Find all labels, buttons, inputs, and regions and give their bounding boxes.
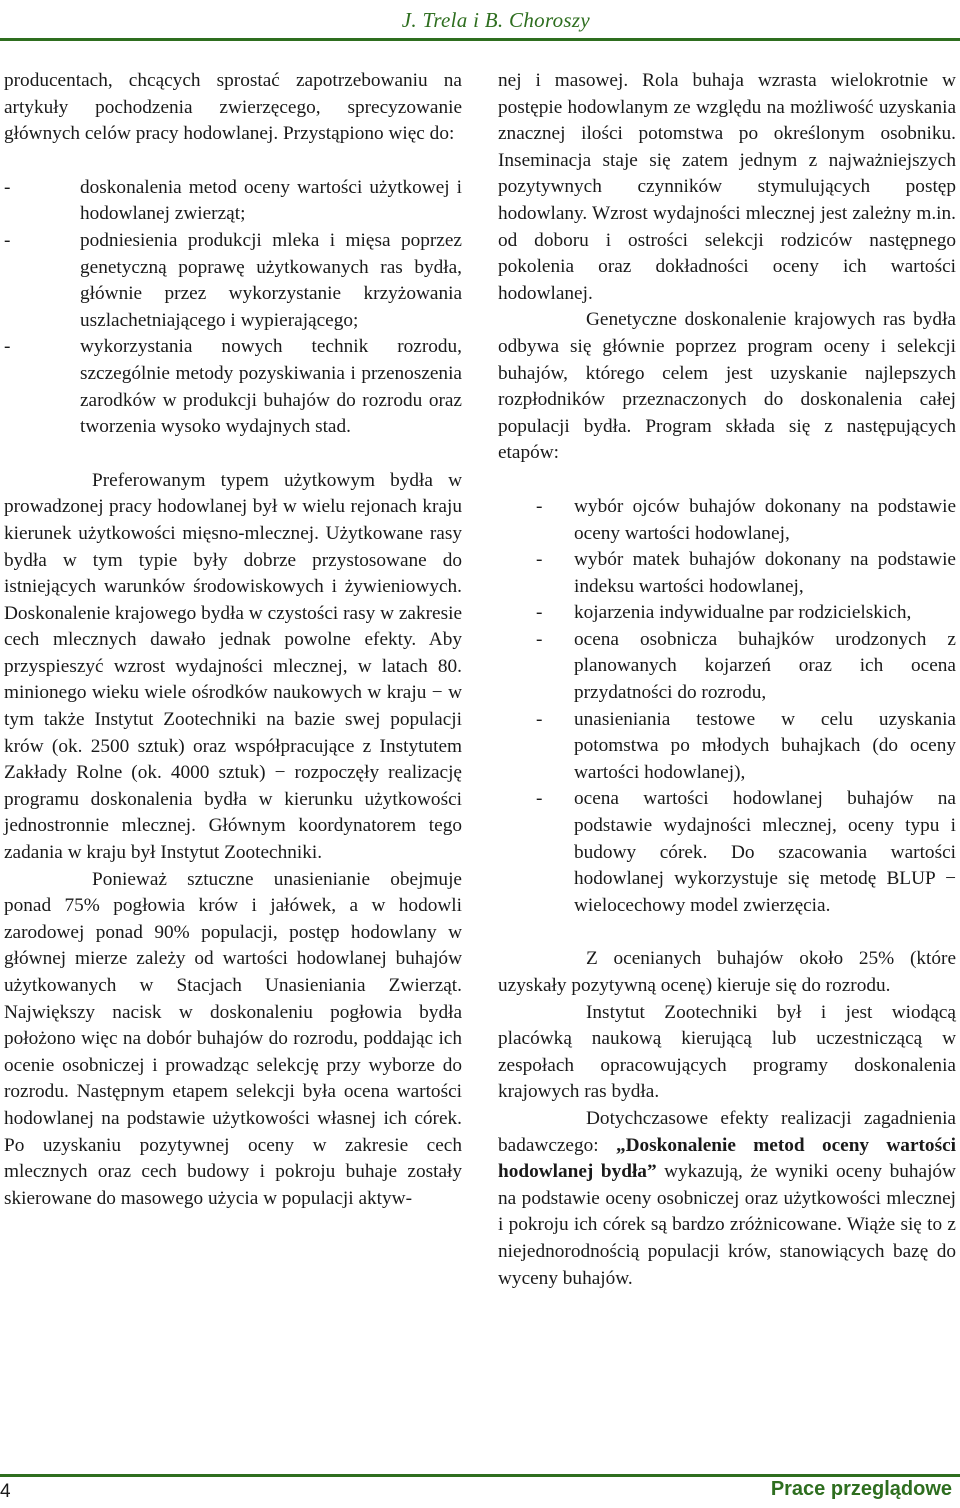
list-item: - wykorzystania nowych technik rozrodu, szczególnie metody pozyskiwania i przenoszenia zarodków w produkcji buhajów do rozrodu oraz tworzenia wysoko wydajnych stad. [4,334,462,440]
section-label: Prace przeglądowe [770,1478,952,1500]
left-text-column [4,68,462,1212]
body-paragraph: nej i masowej. Rola buhaja wzrasta wielokrotnie w postępie hodowlanym ze względu na możliwość uzyskania znacznej ilości potomstwa po określonym osobniku. Inseminacja staje się zatem jednym z najważniejszych pozytywnych czynników stymulujących postęp hodowlany. Wzrost wydajności mlecznej jest zależny m.in. od doboru i ostrości selekcji rodziców następnego pokolenia oraz dokładności oceny ich wartości hodowlanej. [498,70,956,304]
right-text-column [498,68,956,1292]
list-item: - ocena wartości hodowlanej buhajów na podstawie wydajności mlecznej, oceny typu i budowy córek. Do szacowania wartości hodowlanej wykorzystuje się metodę BLUP − wielocechowy model zwierzęcia. [498,786,956,919]
list-item: - wybór ojców buhajów dokonany na podstawie oceny wartości hodowlanej, [498,494,956,547]
list-item: - doskonalenia metod oceny wartości użytkowej i hodowlanej zwierząt; [4,175,462,228]
paragraph-text: wykazują, że wyniki oceny buhajów na podstawie oceny osobniczej oraz użytkowości mlecznej i pokroju ich córek są bardzo zróżnicowane. Wiąże się to z niejednorodnością populacji krów, stanowiących bazę do wyceny buhajów. [498,1161,956,1289]
body-paragraph: Genetyczne doskonalenie krajowych ras bydła odbywa się głównie poprzez program oceny i selekcji buhajów, którego celem jest uzyskanie najlepszych rozpłodników przeznaczonych do doskonalenia całej populacji bydła. Program składa się z następujących etapów: [498,309,956,464]
list-item: - ocena osobnicza buhajków urodzonych z planowanych kojarzeń oraz ich ocena przydatności do rozrodu, [498,627,956,707]
header-divider [0,38,960,41]
list-item: - kojarzenia indywidualne par rodzicielskich, [498,600,956,627]
list-item: - unasieniania testowe w celu uzyskania potomstwa po młodych buhajkach (do oceny wartości hodowlanej), [498,707,956,787]
list-item: - podniesienia produkcji mleka i mięsa poprzez genetyczną poprawę użytkowanych ras bydła, głównie przez wykorzystanie krzyżowania uszlachetniającego i wypierającego; [4,228,462,334]
body-paragraph: Instytut Zootechniki był i jest wiodącą placówką naukową kierującą lub uczestniczącą w zespołach opracowujących programy doskonalenia krajowych ras bydła. [498,1001,956,1103]
running-header-author: J. Trela i B. Choroszy [401,8,590,32]
intro-paragraph: producentach, chcących sprostać zapotrzebowaniu na artykuły pochodzenia zwierzęcego, sprecyzowanie głównych celów pracy hodowlanej. Przystąpiono więc do: [4,70,462,145]
body-paragraph: Ponieważ sztuczne unasienianie obejmuje ponad 75% pogłowia krów i jałówek, a w hodowli zarodowej ponad 90% populacji, postęp hodowlany w głównej mierze zależy od wartości hodowlanej buhajów użytkowanych w Stacjach Unasieniania Zwierząt. Największy nacisk w doskonaleniu pogłowia bydła położono więc na dobór buhajów do rozrodu, poddając ich ocenie osobniczej i prowadząc selekcję przy wyborze do rozrodu. Następnym etapem selekcji była ocena wartości hodowlanej na podstawie użytkowości własnej ich córek. Po uzyskaniu pozytywnej oceny w zakresie cech mlecznych oraz cech budowy i pokroju buhaje zostały skierowane do masowego użycia w populacji aktyw- [4,868,462,1209]
project-title: „Doskonalenie metod oceny wartości hodowlanej bydła” [498,1134,956,1183]
list-item: - wybór matek buhajów dokonany na podstawie indeksu wartości hodowlanej, [498,547,956,600]
page-number: 4 [0,1481,11,1502]
body-paragraph [498,1106,956,1292]
body-paragraph: Z ocenianych buhajów około 25% (które uzyskały pozytywną ocenę) kieruje się do rozrodu. [498,948,956,996]
paragraph-text: Dotychczasowe efekty realizacji zagadnienia badawczego: [498,1107,956,1156]
body-paragraph: Preferowanym typem użytkowym bydła w prowadzonej pracy hodowlanej był w wielu rejonach kraju kierunek użytkowości mięsno-mlecznej. Użytkowane rasy bydła w tym typie były dobrze przystosowane do istniejących warunków środowiskowych i żywieniowych. Doskonalenie krajowego bydła w czystości rasy w zakresie cech mlecznych dawało jednak powolne efekty. Aby przyspieszyć wzrost wydajności mlecznej, w latach 80. minionego wieku wiele ośrodków naukowych w kraju − w tym także Instytut Zootechniki na bazie swej populacji krów (ok. 2500 sztuk) oraz współpracujące z Instytutem Zakłady Rolne (ok. 4000 sztuk) − rozpoczęły realizację programu doskonalenia bydła w kierunku użytkowości jednostronnie mlecznej. Głównym koordynatorem tego zadania w kraju był Instytut Zootechniki. [4,469,462,864]
footer-divider [0,1474,960,1477]
